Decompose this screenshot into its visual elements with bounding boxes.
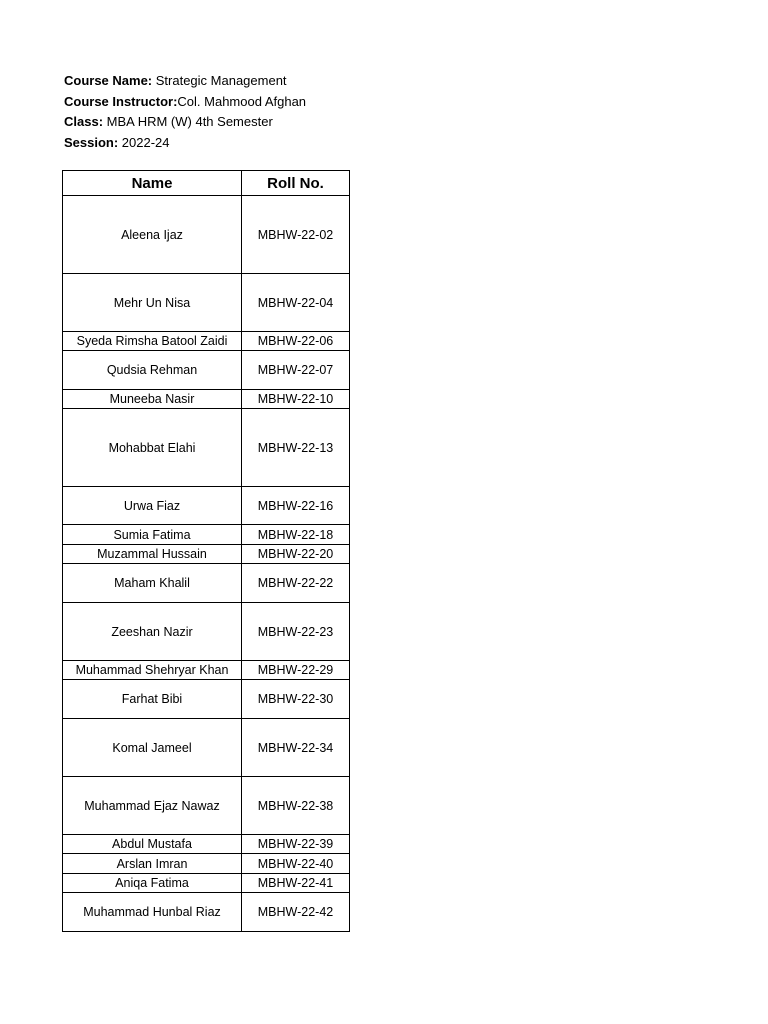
student-name: Farhat Bibi — [63, 680, 242, 719]
student-roll: MBHW-22-42 — [242, 893, 350, 932]
student-roll: MBHW-22-20 — [242, 545, 350, 564]
table-row — [63, 874, 350, 893]
table-row — [63, 196, 350, 274]
table-row — [63, 487, 350, 525]
student-roll: MBHW-22-02 — [242, 196, 350, 274]
student-roll: MBHW-22-06 — [242, 332, 350, 351]
student-name: Aleena Ijaz — [63, 196, 242, 274]
student-name: Syeda Rimsha Batool Zaidi — [63, 332, 242, 351]
student-name: Arslan Imran — [63, 854, 242, 874]
student-roll: MBHW-22-23 — [242, 603, 350, 661]
student-roll: MBHW-22-16 — [242, 487, 350, 525]
student-roll: MBHW-22-34 — [242, 719, 350, 777]
class-label: Class: — [64, 114, 104, 129]
table-row — [63, 777, 350, 835]
table-row — [63, 661, 350, 680]
session-value: 2022-24 — [118, 134, 170, 150]
student-name: Muhammad Shehryar Khan — [63, 661, 242, 680]
student-name: Komal Jameel — [63, 719, 242, 777]
course-instructor-value: Col. Mahmood Afghan — [177, 93, 307, 109]
table-row — [63, 835, 350, 854]
course-info — [64, 71, 306, 153]
course-instructor-line — [64, 92, 306, 113]
class-line — [64, 112, 306, 133]
class-value: MBA HRM (W) 4th Semester — [103, 114, 273, 129]
table-row — [63, 603, 350, 661]
table-row — [63, 525, 350, 545]
course-name-label: Course Name: — [64, 73, 153, 88]
table-row — [63, 274, 350, 332]
table-row — [63, 390, 350, 409]
student-roll: MBHW-22-07 — [242, 351, 350, 390]
student-roll: MBHW-22-40 — [242, 854, 350, 874]
table-row — [63, 680, 350, 719]
session-label: Session: — [64, 134, 119, 150]
table-row — [63, 332, 350, 351]
table-row — [63, 545, 350, 564]
student-name: Sumia Fatima — [63, 525, 242, 545]
course-instructor-label: Course Instructor: — [64, 93, 178, 109]
student-name: Muhammad Hunbal Riaz — [63, 893, 242, 932]
student-roster-table — [62, 170, 350, 932]
name-column-header: Name — [63, 171, 242, 196]
student-roll: MBHW-22-04 — [242, 274, 350, 332]
table-row — [63, 854, 350, 874]
student-name: Muzammal Hussain — [63, 545, 242, 564]
student-name: Muhammad Ejaz Nawaz — [63, 777, 242, 835]
table-row — [63, 564, 350, 603]
table-row — [63, 719, 350, 777]
student-name: Mehr Un Nisa — [63, 274, 242, 332]
student-name: Maham Khalil — [63, 564, 242, 603]
student-name: Urwa Fiaz — [63, 487, 242, 525]
student-roll: MBHW-22-38 — [242, 777, 350, 835]
student-roll: MBHW-22-13 — [242, 409, 350, 487]
table-row — [63, 893, 350, 932]
session-line — [64, 133, 306, 154]
table-row — [63, 351, 350, 390]
student-name: Qudsia Rehman — [63, 351, 242, 390]
student-roll: MBHW-22-22 — [242, 564, 350, 603]
student-roll: MBHW-22-41 — [242, 874, 350, 893]
roll-column-header: Roll No. — [242, 171, 350, 196]
course-name-value: Strategic Management — [152, 73, 287, 88]
table-header-row — [63, 171, 350, 196]
course-name-line — [64, 71, 306, 92]
student-roll: MBHW-22-10 — [242, 390, 350, 409]
student-name: Zeeshan Nazir — [63, 603, 242, 661]
student-name: Abdul Mustafa — [63, 835, 242, 854]
student-roll: MBHW-22-29 — [242, 661, 350, 680]
student-name: Mohabbat Elahi — [63, 409, 242, 487]
student-roll: MBHW-22-30 — [242, 680, 350, 719]
student-name: Aniqa Fatima — [63, 874, 242, 893]
table-row — [63, 409, 350, 487]
student-name: Muneeba Nasir — [63, 390, 242, 409]
student-roll: MBHW-22-39 — [242, 835, 350, 854]
student-roll: MBHW-22-18 — [242, 525, 350, 545]
